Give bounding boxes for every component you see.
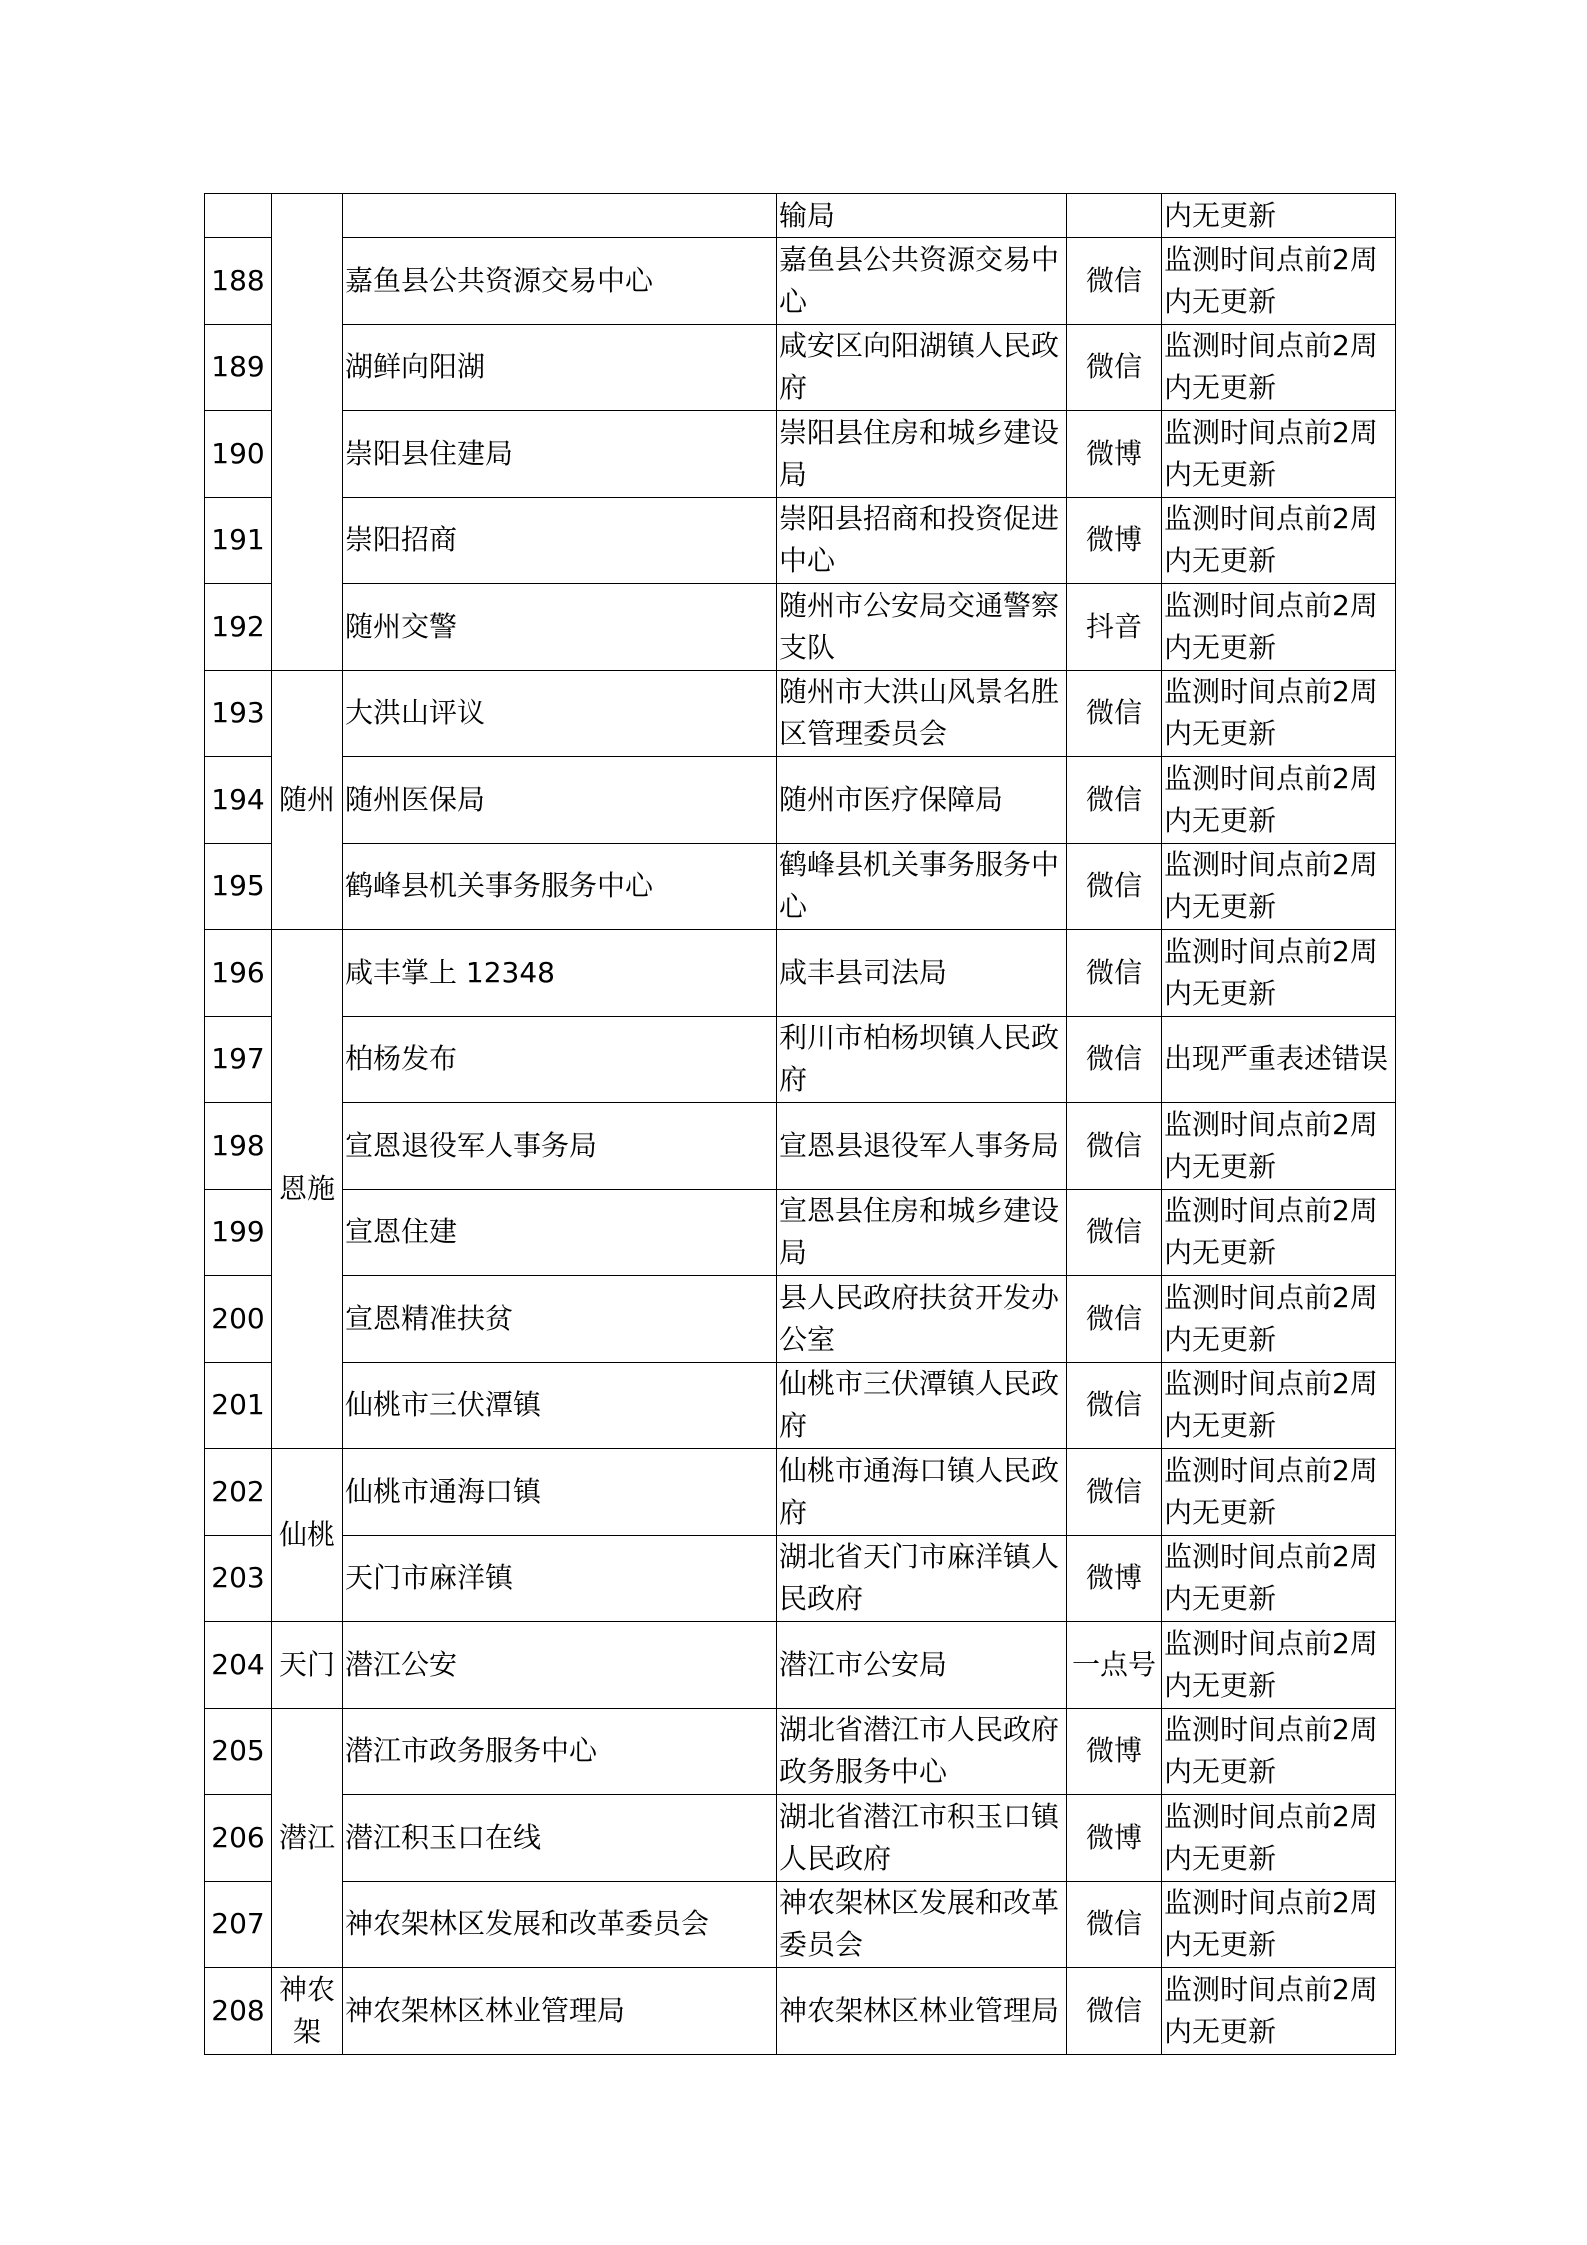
platform-cell: 微信 <box>1067 1449 1162 1536</box>
issue-cell: 监测时间点前2周内无更新 <box>1162 930 1396 1017</box>
row-number-cell: 200 <box>205 1276 272 1363</box>
account-name-cell: 随州医保局 <box>343 757 777 844</box>
table-row <box>205 670 1396 757</box>
region-cell: 仙桃 <box>272 1449 343 1622</box>
account-name-cell: 随州交警 <box>343 584 777 671</box>
organization-cell: 湖北省天门市麻洋镇人民政府 <box>777 1535 1067 1622</box>
platform-cell: 微信 <box>1067 1103 1162 1190</box>
row-number-cell: 196 <box>205 930 272 1017</box>
issue-cell: 监测时间点前2周内无更新 <box>1162 1708 1396 1795</box>
region-cell: 随州 <box>272 670 343 930</box>
row-number-cell: 192 <box>205 584 272 671</box>
account-name-cell: 鹤峰县机关事务服务中心 <box>343 843 777 930</box>
account-name-cell: 崇阳招商 <box>343 497 777 584</box>
table-row <box>205 1881 1396 1968</box>
organization-cell: 宣恩县住房和城乡建设局 <box>777 1189 1067 1276</box>
organization-cell: 利川市柏杨坝镇人民政府 <box>777 1016 1067 1103</box>
organization-cell: 崇阳县住房和城乡建设局 <box>777 411 1067 498</box>
issue-cell: 监测时间点前2周内无更新 <box>1162 324 1396 411</box>
account-name-cell: 仙桃市通海口镇 <box>343 1449 777 1536</box>
organization-cell: 神农架林区林业管理局 <box>777 1968 1067 2055</box>
table-body <box>205 194 1396 2055</box>
table-row <box>205 843 1396 930</box>
organization-cell: 宣恩县退役军人事务局 <box>777 1103 1067 1190</box>
platform-cell: 抖音 <box>1067 584 1162 671</box>
organization-cell: 随州市医疗保障局 <box>777 757 1067 844</box>
row-number-cell <box>205 194 272 238</box>
row-number-cell: 207 <box>205 1881 272 1968</box>
account-name-cell: 神农架林区发展和改革委员会 <box>343 1881 777 1968</box>
platform-cell <box>1067 194 1162 238</box>
table-row <box>205 1016 1396 1103</box>
table-row <box>205 1622 1396 1709</box>
region-cell: 神农架 <box>272 1968 343 2055</box>
row-number-cell: 204 <box>205 1622 272 1709</box>
issue-cell: 监测时间点前2周内无更新 <box>1162 1276 1396 1363</box>
organization-cell: 咸安区向阳湖镇人民政府 <box>777 324 1067 411</box>
account-name-cell: 湖鲜向阳湖 <box>343 324 777 411</box>
account-name-cell: 崇阳县住建局 <box>343 411 777 498</box>
issue-cell: 监测时间点前2周内无更新 <box>1162 757 1396 844</box>
account-name-cell: 柏杨发布 <box>343 1016 777 1103</box>
table-row <box>205 324 1396 411</box>
platform-cell: 微信 <box>1067 1362 1162 1449</box>
account-name-cell: 嘉鱼县公共资源交易中心 <box>343 238 777 325</box>
platform-cell: 微博 <box>1067 1795 1162 1882</box>
organization-cell: 仙桃市通海口镇人民政府 <box>777 1449 1067 1536</box>
account-name-cell: 宣恩住建 <box>343 1189 777 1276</box>
account-name-cell: 咸丰掌上 12348 <box>343 930 777 1017</box>
platform-cell: 微信 <box>1067 757 1162 844</box>
account-name-cell: 潜江市政务服务中心 <box>343 1708 777 1795</box>
organization-cell: 县人民政府扶贫开发办公室 <box>777 1276 1067 1363</box>
platform-cell: 一点号 <box>1067 1622 1162 1709</box>
account-name-cell: 神农架林区林业管理局 <box>343 1968 777 2055</box>
issue-cell: 监测时间点前2周内无更新 <box>1162 1968 1396 2055</box>
region-cell: 潜江 <box>272 1708 343 1968</box>
table-row <box>205 1449 1396 1536</box>
row-number-cell: 197 <box>205 1016 272 1103</box>
issue-cell: 监测时间点前2周内无更新 <box>1162 1881 1396 1968</box>
issue-cell: 监测时间点前2周内无更新 <box>1162 1103 1396 1190</box>
row-number-cell: 199 <box>205 1189 272 1276</box>
organization-cell: 鹤峰县机关事务服务中心 <box>777 843 1067 930</box>
table-row <box>205 497 1396 584</box>
row-number-cell: 190 <box>205 411 272 498</box>
region-cell: 天门 <box>272 1622 343 1709</box>
account-name-cell: 潜江公安 <box>343 1622 777 1709</box>
issue-cell: 内无更新 <box>1162 194 1396 238</box>
organization-cell: 崇阳县招商和投资促进中心 <box>777 497 1067 584</box>
row-number-cell: 201 <box>205 1362 272 1449</box>
table-row <box>205 1103 1396 1190</box>
issue-cell: 监测时间点前2周内无更新 <box>1162 1795 1396 1882</box>
row-number-cell: 208 <box>205 1968 272 2055</box>
account-name-cell: 潜江积玉口在线 <box>343 1795 777 1882</box>
organization-cell: 神农架林区发展和改革委员会 <box>777 1881 1067 1968</box>
platform-cell: 微信 <box>1067 1189 1162 1276</box>
table-row <box>205 1362 1396 1449</box>
row-number-cell: 194 <box>205 757 272 844</box>
table-row <box>205 757 1396 844</box>
region-cell <box>272 194 343 671</box>
row-number-cell: 198 <box>205 1103 272 1190</box>
table-row <box>205 584 1396 671</box>
account-name-cell <box>343 194 777 238</box>
account-name-cell: 仙桃市三伏潭镇 <box>343 1362 777 1449</box>
organization-cell: 嘉鱼县公共资源交易中心 <box>777 238 1067 325</box>
issue-cell: 监测时间点前2周内无更新 <box>1162 497 1396 584</box>
table-row <box>205 238 1396 325</box>
table-row <box>205 1795 1396 1882</box>
issue-cell: 监测时间点前2周内无更新 <box>1162 843 1396 930</box>
platform-cell: 微信 <box>1067 1881 1162 1968</box>
account-name-cell: 宣恩精准扶贫 <box>343 1276 777 1363</box>
table-row <box>205 1276 1396 1363</box>
platform-cell: 微信 <box>1067 1016 1162 1103</box>
row-number-cell: 206 <box>205 1795 272 1882</box>
row-number-cell: 189 <box>205 324 272 411</box>
organization-cell: 随州市大洪山风景名胜区管理委员会 <box>777 670 1067 757</box>
platform-cell: 微信 <box>1067 930 1162 1017</box>
issue-cell: 监测时间点前2周内无更新 <box>1162 1535 1396 1622</box>
issue-cell: 监测时间点前2周内无更新 <box>1162 1622 1396 1709</box>
issue-cell: 监测时间点前2周内无更新 <box>1162 670 1396 757</box>
platform-cell: 微博 <box>1067 1708 1162 1795</box>
organization-cell: 潜江市公安局 <box>777 1622 1067 1709</box>
organization-cell: 随州市公安局交通警察支队 <box>777 584 1067 671</box>
platform-cell: 微信 <box>1067 670 1162 757</box>
platform-cell: 微博 <box>1067 1535 1162 1622</box>
table-row <box>205 930 1396 1017</box>
issue-cell: 监测时间点前2周内无更新 <box>1162 1449 1396 1536</box>
organization-cell: 湖北省潜江市人民政府政务服务中心 <box>777 1708 1067 1795</box>
platform-cell: 微信 <box>1067 843 1162 930</box>
platform-cell: 微博 <box>1067 497 1162 584</box>
platform-cell: 微博 <box>1067 411 1162 498</box>
account-name-cell: 天门市麻洋镇 <box>343 1535 777 1622</box>
organization-cell: 咸丰县司法局 <box>777 930 1067 1017</box>
row-number-cell: 191 <box>205 497 272 584</box>
organization-cell: 仙桃市三伏潭镇人民政府 <box>777 1362 1067 1449</box>
account-issue-table <box>204 193 1396 2055</box>
table-row <box>205 1535 1396 1622</box>
platform-cell: 微信 <box>1067 1276 1162 1363</box>
issue-cell: 监测时间点前2周内无更新 <box>1162 1362 1396 1449</box>
issue-cell: 监测时间点前2周内无更新 <box>1162 584 1396 671</box>
organization-cell: 湖北省潜江市积玉口镇人民政府 <box>777 1795 1067 1882</box>
platform-cell: 微信 <box>1067 238 1162 325</box>
row-number-cell: 193 <box>205 670 272 757</box>
table-row-continued <box>205 194 1396 238</box>
table-row <box>205 1968 1396 2055</box>
row-number-cell: 195 <box>205 843 272 930</box>
issue-cell: 监测时间点前2周内无更新 <box>1162 411 1396 498</box>
row-number-cell: 205 <box>205 1708 272 1795</box>
issue-cell: 监测时间点前2周内无更新 <box>1162 238 1396 325</box>
row-number-cell: 188 <box>205 238 272 325</box>
table-row <box>205 1189 1396 1276</box>
organization-cell: 输局 <box>777 194 1067 238</box>
row-number-cell: 202 <box>205 1449 272 1536</box>
account-name-cell: 大洪山评议 <box>343 670 777 757</box>
table-row <box>205 411 1396 498</box>
table-row <box>205 1708 1396 1795</box>
account-name-cell: 宣恩退役军人事务局 <box>343 1103 777 1190</box>
issue-cell: 监测时间点前2周内无更新 <box>1162 1189 1396 1276</box>
platform-cell: 微信 <box>1067 1968 1162 2055</box>
platform-cell: 微信 <box>1067 324 1162 411</box>
region-cell: 恩施 <box>272 930 343 1449</box>
row-number-cell: 203 <box>205 1535 272 1622</box>
issue-cell: 出现严重表述错误 <box>1162 1016 1396 1103</box>
